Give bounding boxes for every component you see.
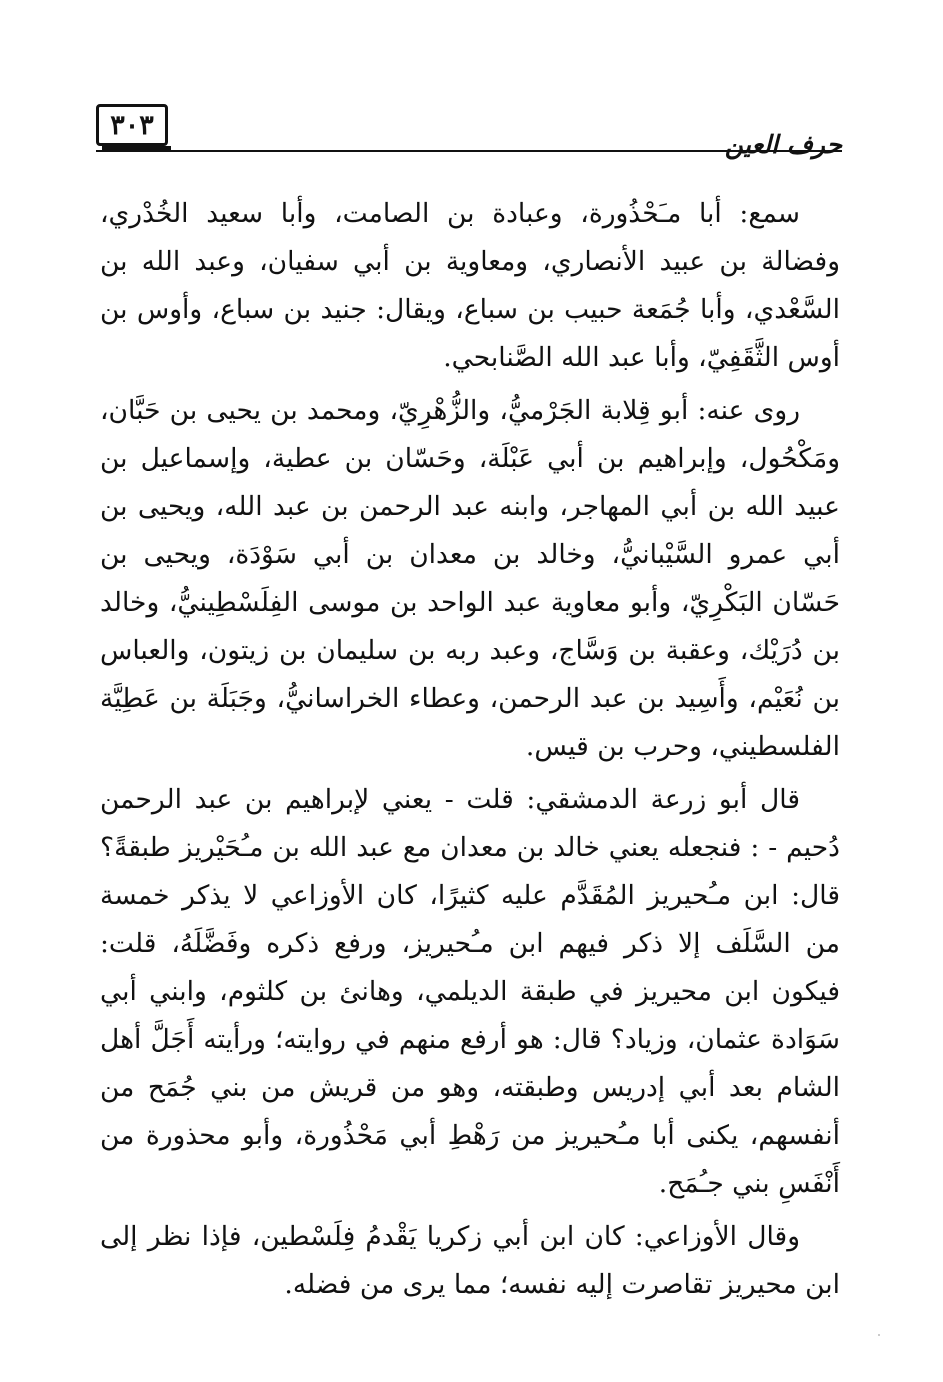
paragraph-abu-zura-quote: قال أبو زرعة الدمشقي: قلت - يعني لإبراهيم بن عبد الرحمن دُحيم - : فنجعله يعني خالد بن معدان مع عبد الله بن مـُحَيْريز طبقةً؟ قال: ابن مـُحيريز المُقَدَّم عليه كثيرًا، كان الأوزاعي لا يذكر خمسة من السَّلَف إلا ذكر فيهم ابن مـُحيريز، ورفع ذكره وفَضَّلَهُ، قلت: فيكون ابن محيريز في طبقة الديلمي، وهانئ بن كلثوم، وابني أبي سَوَادة عثمان، وزياد؟ قال: هو أرفع منهم في روايته؛ ورأيته أَجَلَّ أهل الشام بعد أبي إدريس وطبقته، وهو من قريش من بني جُمَح من أنفسهم، يكنى أبا مـُحيريز من رَهْطِ أبي مَحْذُورة، وأبو محذورة من أَنْفَسِ بني جـُمَح.	[100, 784, 840, 1199]
page-number: ٣٠٣	[96, 104, 168, 146]
paragraph-awzai-quote: وقال الأوزاعي: كان ابن أبي زكريا يَقْدمُ فِلَسْطين، فإذا نظر إلى ابن محيريز تقاصرت إليه نفسه؛ مما يرى من فضله.	[100, 1221, 840, 1300]
running-title: حرف العين	[724, 130, 842, 159]
paragraph-narrators: روى عنه: أبو قِلابة الجَرْميُّ، والزُّهْرِيّ، ومحمد بن يحيى بن حَبَّان، ومَكْحُول، وإبراهيم بن أبي عَبْلَة، وحَسّان بن عطية، وإسماعيل بن عبيد الله بن أبي المهاجر، وابنه عبد الرحمن بن عبد الله، ويحيى بن أبي عمرو السَّيْبانيُّ، وخالد بن معدان بن أبي سَوْدَة، ويحيى بن حَسّان البَكْرِيّ، وأبو معاوية عبد الواحد بن موسى الفِلَسْطِينيُّ، وخالد بن دُرَيْك، وعقبة بن وَسَّاج، وعبد ربه بن سليمان بن زيتون، والعباس بن نُعَيْم، وأَسِيد بن عبد الرحمن، وعطاء الخراسانيُّ، وجَبَلَة بن عَطِيَّة الفلسطيني، وحرب بن قيس.	[100, 395, 840, 762]
page-header	[96, 92, 842, 162]
body-text	[100, 190, 840, 1314]
scan-speck	[878, 1334, 880, 1336]
paragraph-listeners: سمع: أبا مـَحْذُورة، وعبادة بن الصامت، وأبا سعيد الخُدْري، وفضالة بن عبيد الأنصاري، ومعاوية بن أبي سفيان، وعبد الله بن السَّعْدي، وأبا جُمَعة حبيب بن سباع، ويقال: جنيد بن سباع، وأوس بن أوس الثَّقَفِيّ، وأبا عبد الله الصَّنابحي.	[100, 198, 840, 373]
header-rule	[96, 150, 842, 152]
